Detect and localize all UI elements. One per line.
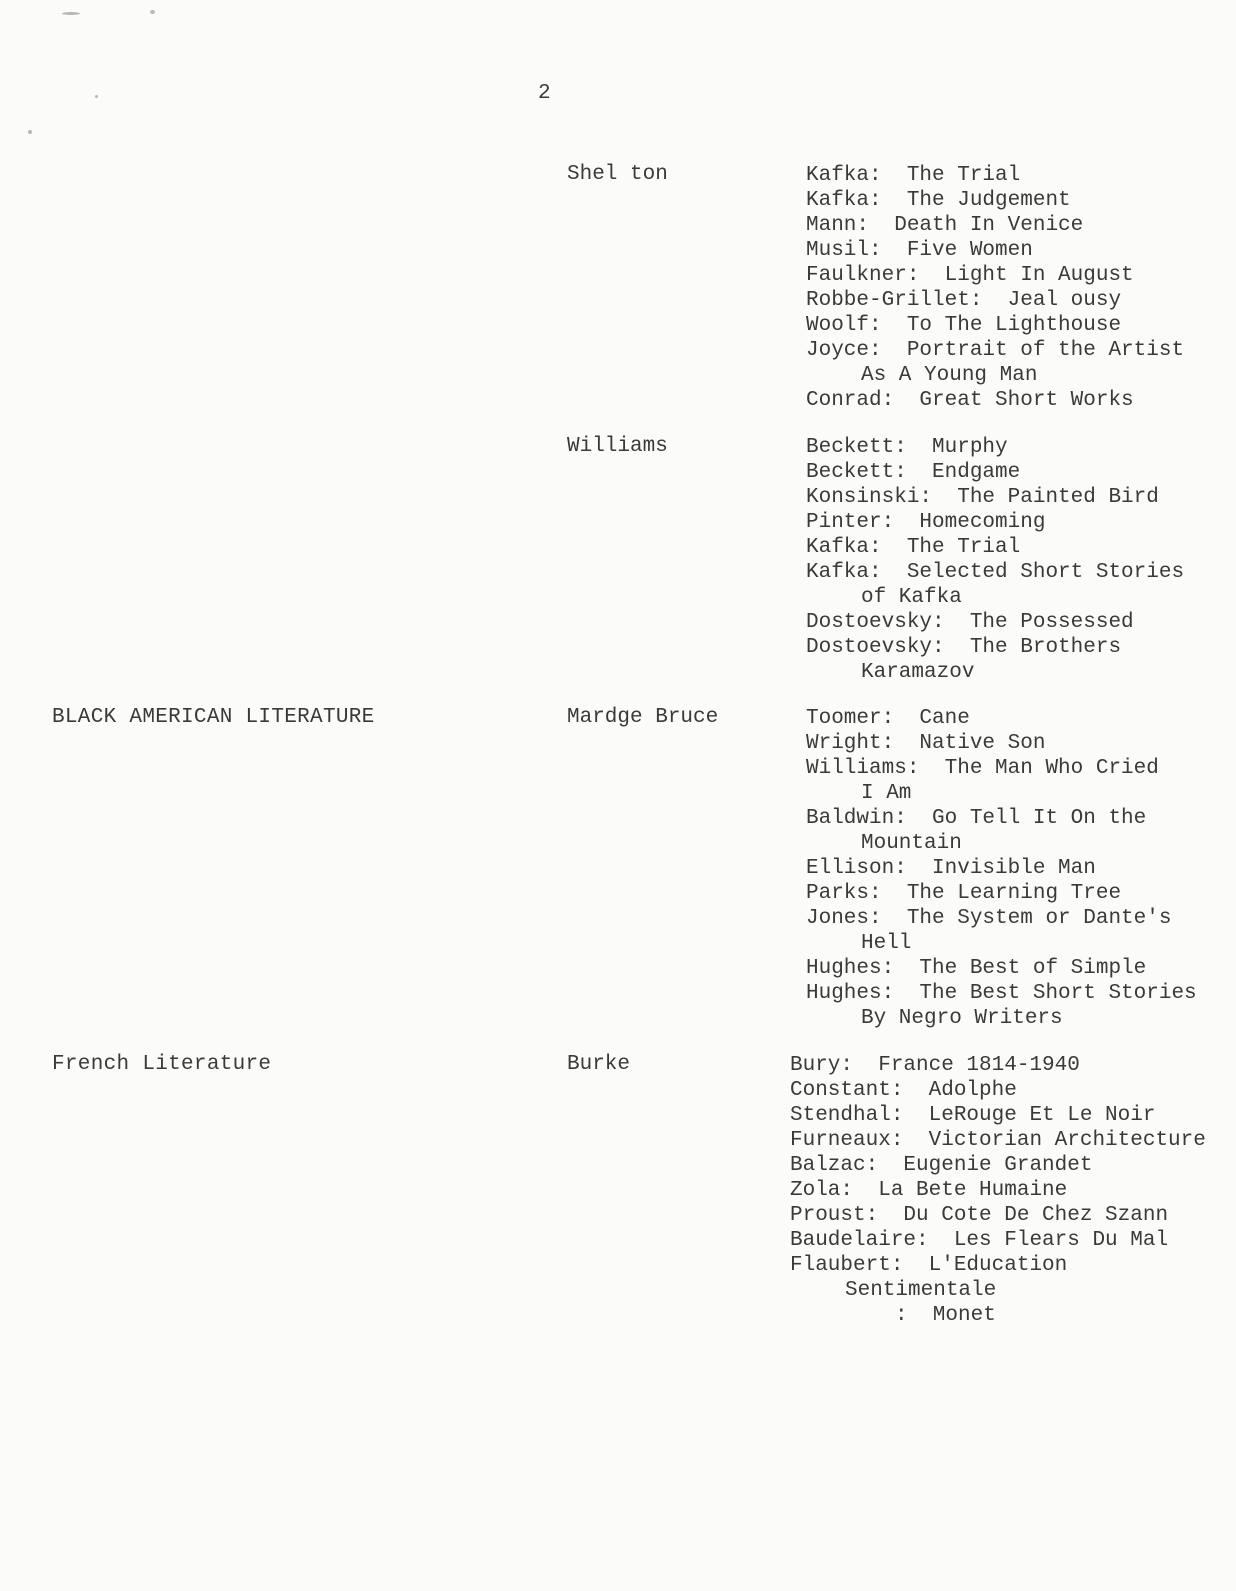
- book-entry: Toomer: Cane: [806, 707, 970, 730]
- book-list: [790, 1053, 1206, 1328]
- book-entry: Hughes: The Best of Simple: [806, 957, 1147, 980]
- book-entry-continuation: Mountain: [861, 832, 962, 855]
- course-title: BLACK AMERICAN LITERATURE: [52, 706, 375, 729]
- book-entry-continuation: Sentimentale: [845, 1279, 997, 1302]
- book-entry: Dostoevsky: The Brothers Karamazov: [806, 635, 1184, 685]
- instructor-name: Mardge Bruce: [567, 706, 719, 729]
- book-entry: Bury: France 1814-1940: [790, 1054, 1080, 1077]
- book-entry: Furneaux: Victorian Architecture: [790, 1129, 1206, 1152]
- book-entry: Parks: The Learning Tree: [806, 882, 1122, 905]
- book-entry: Balzac: Eugenie Grandet: [790, 1154, 1093, 1177]
- book-entry: Beckett: Murphy: [806, 436, 1008, 459]
- book-entry: Hughes: The Best Short Stories By Negro Writers: [806, 982, 1197, 1030]
- book-entry-continuation: As A Young Man: [861, 364, 1038, 387]
- book-entry: Baudelaire: Les Flears Du Mal: [790, 1229, 1169, 1252]
- book-entry: Constant: Adolphe: [790, 1079, 1017, 1102]
- book-entry: Beckett: Endgame: [806, 461, 1021, 484]
- book-entry: Kafka: The Judgement: [806, 189, 1071, 212]
- book-entry: Pinter: Homecoming: [806, 511, 1046, 534]
- book-entry: Konsinski: The Painted Bird: [806, 486, 1159, 509]
- book-list: [806, 163, 1184, 413]
- book-entry-continuation: of Kafka: [861, 586, 962, 609]
- book-entry-continuation: : Monet: [895, 1304, 996, 1327]
- book-entry: [790, 1303, 1206, 1328]
- book-entry: Ellison: Invisible Man: [806, 857, 1096, 880]
- book-entry: Jones: The System or Dante's Hell: [806, 906, 1197, 956]
- scan-speck: [62, 12, 80, 15]
- book-entry: Robbe-Grillet: Jeal ousy: [806, 289, 1122, 312]
- book-entry: Woolf: To The Lighthouse: [806, 314, 1122, 337]
- book-entry: Flaubert: L'Education Sentimentale: [790, 1253, 1206, 1303]
- book-entry: Williams: The Man Who Cried I Am: [806, 756, 1197, 806]
- instructor-name: Williams: [567, 435, 668, 458]
- book-entry: Wright: Native Son: [806, 732, 1046, 755]
- book-entry: Joyce: Portrait of the Artist As A Young Man: [806, 339, 1185, 387]
- book-entry: Kafka: The Trial: [806, 164, 1021, 187]
- book-list: [806, 435, 1184, 685]
- book-entry-continuation: Hell: [861, 932, 912, 955]
- scan-speck: [28, 130, 32, 134]
- book-entry-continuation: I Am: [861, 782, 912, 805]
- instructor-name: Shel ton: [567, 163, 668, 186]
- page-number: 2: [538, 82, 551, 105]
- instructor-name: Burke: [567, 1053, 631, 1076]
- book-entry: Mann: Death In Venice: [806, 214, 1084, 237]
- book-entry: Conrad: Great Short Works: [806, 389, 1134, 412]
- book-entry: Baldwin: Go Tell It On the Mountain: [806, 806, 1197, 856]
- book-entry: Stendhal: LeRouge Et Le Noir: [790, 1104, 1156, 1127]
- book-entry: Kafka: Selected Short Stories of Kafka: [806, 561, 1185, 609]
- book-list: [806, 706, 1197, 1031]
- book-entry: Proust: Du Cote De Chez Szann: [790, 1204, 1169, 1227]
- course-title: French Literature: [52, 1053, 272, 1076]
- book-entry: Musil: Five Women: [806, 239, 1033, 262]
- book-entry-continuation: By Negro Writers: [861, 1007, 1063, 1030]
- scan-speck: [150, 10, 155, 14]
- book-entry-continuation: Karamazov: [861, 661, 975, 684]
- book-entry: Zola: La Bete Humaine: [790, 1179, 1068, 1202]
- scan-speck: [95, 95, 98, 98]
- book-entry: Dostoevsky: The Possessed: [806, 611, 1134, 634]
- book-entry: Kafka: The Trial: [806, 536, 1021, 559]
- book-entry: Faulkner: Light In August: [806, 264, 1134, 287]
